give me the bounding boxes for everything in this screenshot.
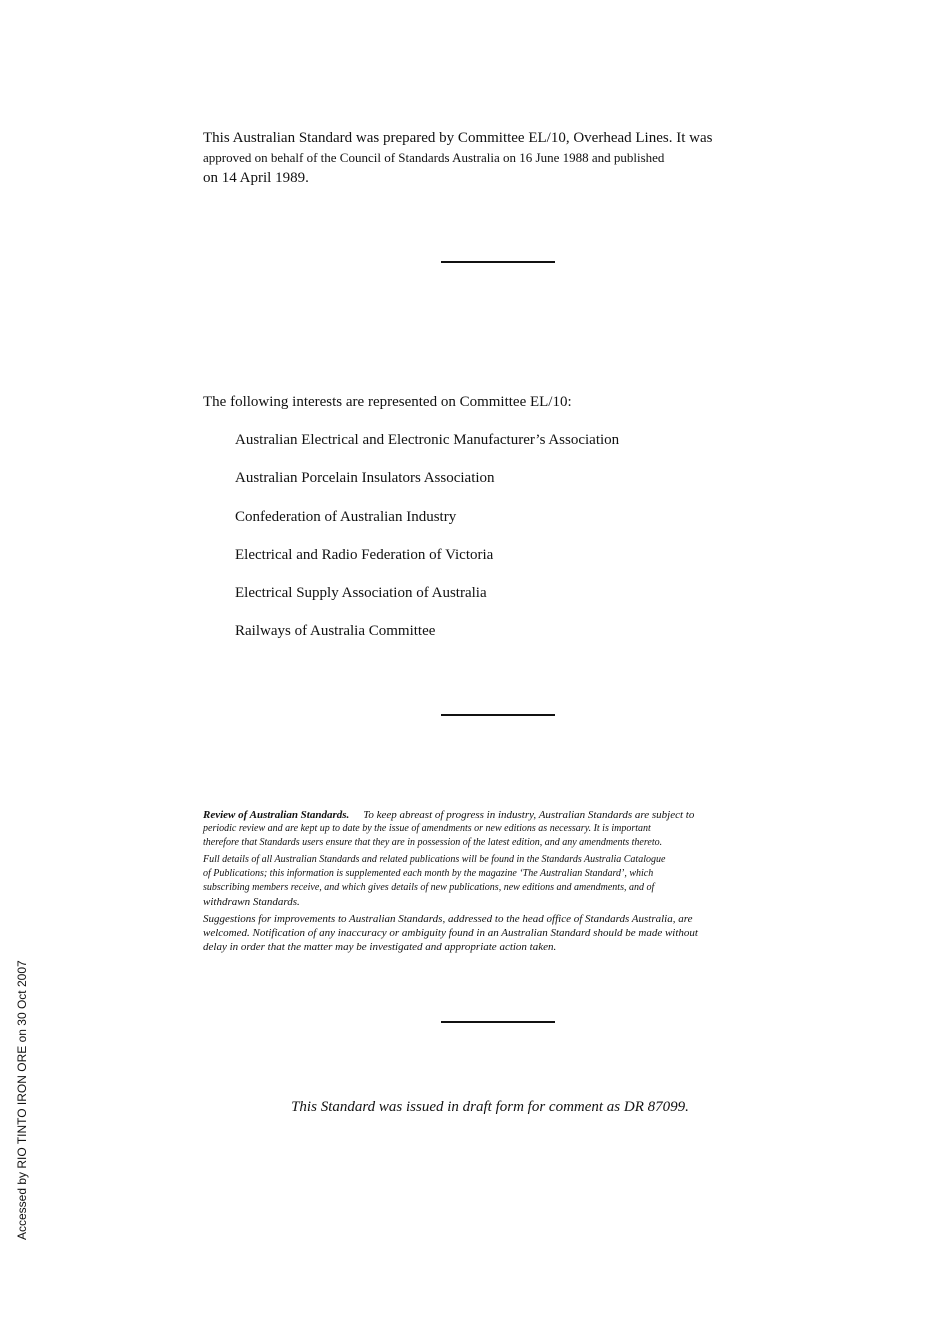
review-p2-line-4: withdrawn Standards. <box>203 896 300 908</box>
review-p2-line-3: subscribing members receive, and which gives details of new publications, new editions and amendments, and of <box>203 882 655 893</box>
preparation-line-1: This Australian Standard was prepared by Committee EL/10, Overhead Lines. It was <box>203 130 713 146</box>
section-divider-3 <box>441 1021 555 1023</box>
section-divider-2 <box>441 714 555 716</box>
organization-item: Railways of Australia Committee <box>235 623 436 639</box>
review-p2-line-1: Full details of all Australian Standards and related publications will be found in the Standards Australia Catalogue <box>203 854 666 865</box>
preparation-statement <box>203 128 803 188</box>
review-p2-line-2: of Publications; this information is supplemented each month by the magazine ‘The Australian Standard’, which <box>203 868 654 879</box>
review-p3-line-2: welcomed. Notification of any inaccuracy or ambiguity found in an Australian Standard should be made without <box>203 927 698 939</box>
access-stamp: Accessed by RIO TINTO IRON ORE on 30 Oct 2007 <box>15 960 29 1240</box>
review-p1-line-1: Review of Australian Standards. To keep abreast of progress in industry, Australian Standards are subject to <box>203 809 695 821</box>
review-heading: Review of Australian Standards. <box>203 809 350 821</box>
review-p1-line-3: therefore that Standards users ensure that they are in possession of the latest edition, and any amendments thereto. <box>203 837 663 848</box>
organization-item: Confederation of Australian Industry <box>235 509 457 525</box>
preparation-line-2: approved on behalf of the Council of Standards Australia on 16 June 1988 and published <box>203 150 665 165</box>
organization-item: Electrical Supply Association of Australia <box>235 585 487 601</box>
preparation-line-3: on 14 April 1989. <box>203 170 309 186</box>
section-divider-1 <box>441 261 555 263</box>
review-notice <box>203 808 793 954</box>
organization-item: Australian Porcelain Insulators Association <box>235 470 495 486</box>
organization-item: Electrical and Radio Federation of Victoria <box>235 547 494 563</box>
interests-intro: The following interests are represented on Committee EL/10: <box>203 394 572 410</box>
draft-note: This Standard was issued in draft form for comment as DR 87099. <box>291 1099 689 1115</box>
organization-item: Australian Electrical and Electronic Manufacturer’s Association <box>235 432 620 448</box>
review-p1-line-2: periodic review and are kept up to date by the issue of amendments or new editions as necessary. It is important <box>203 823 651 834</box>
review-p3-line-1: Suggestions for improvements to Australian Standards, addressed to the head office of Standards Australia, are <box>203 913 693 925</box>
review-p3-line-3: delay in order that the matter may be investigated and appropriate action taken. <box>203 941 557 953</box>
